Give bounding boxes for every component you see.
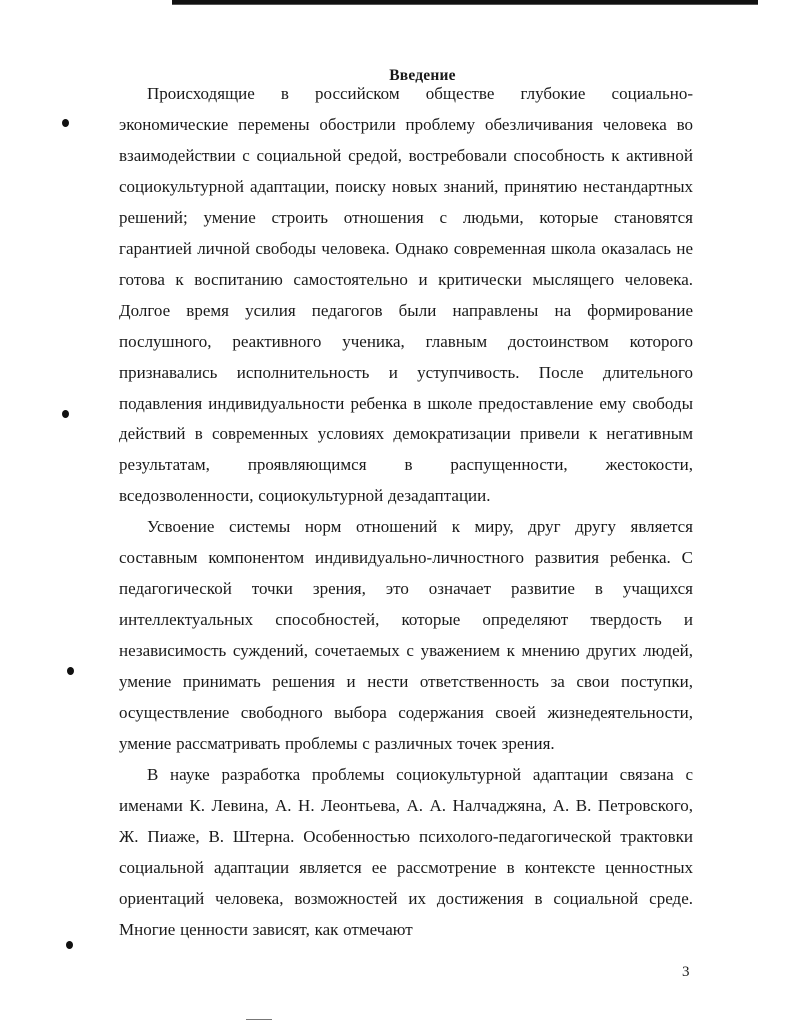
- paragraph-2: Усвоение системы норм отношений к миру, друг другу является составным компонентом индивидуально-личностного развития ребенка. С педагогической точки зрения, это означает развитие в учащихся интеллектуальных способностей, которые определяют твердость и независимость суждений, сочетаемых с уважением к мнению других людей, умение принимать решения и нести ответственность за свои поступки, осуществление свободного выбора содержания своей жизнедеятельности, умение рассматривать проблемы с различных точек зрения.: [119, 517, 693, 754]
- binder-hole-mark-2: [62, 410, 69, 418]
- page-title: Введение: [389, 67, 456, 85]
- page-number: 3: [682, 964, 690, 980]
- binder-hole-mark-3: [67, 667, 74, 675]
- document-body: [119, 79, 693, 946]
- binder-hole-mark-4: [66, 941, 73, 949]
- top-edge-rule-thin: [172, 4, 758, 5]
- binder-hole-mark-1: [62, 119, 69, 127]
- paragraph-1: Происходящие в российском обществе глубокие социально-экономические перемены обострили проблему обезличивания человека во взаимодействии с социальной средой, востребовали способность к активной социокультурной адаптации, поиску новых знаний, принятию нестандартных решений; умение строить отношения с людьми, которые становятся гарантией личной свободы человека. Однако современная школа оказалась не готова к воспитанию самостоятельно и критически мыслящего человека. Долгое время усилия педагогов были направлены на формирование послушного, реактивного ученика, главным достоинством которого признавались исполнительность и уступчивость. После длительного подавления индивидуальности ребенка в школе предоставление ему свободы действий в современных условиях демократизации привели к негативным результатам, проявляющимся в распущенности, жестокости, вседозволенности, социокультурной дезадаптации.: [119, 84, 693, 506]
- paragraph-3: В науке разработка проблемы социокультурной адаптации связана с именами К. Левина, А. Н. Леонтьева, А. А. Налчаджяна, А. В. Петровского, Ж. Пиаже, В. Штерна. Особенностью психолого-педагогической трактовки социальной адаптации является ее рассмотрение в контексте ценностных ориентаций человека, возможностей их достижения в социальной среде. Многие ценности зависят, как отмечают: [119, 764, 693, 939]
- bottom-edge-mark: [246, 1019, 272, 1020]
